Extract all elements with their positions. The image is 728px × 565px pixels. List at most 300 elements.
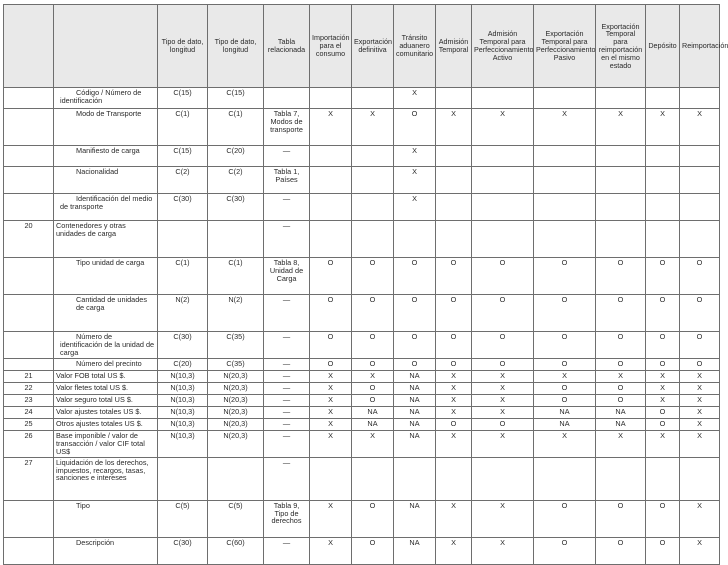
cell-active-processing: O: [472, 359, 534, 371]
cell-datatype-2: [208, 221, 264, 258]
cell-import-consumption: X: [310, 395, 352, 407]
cell-reimportation: O: [680, 359, 720, 371]
cell-active-processing: [472, 221, 534, 258]
cell-warehouse: X: [646, 371, 680, 383]
cell-temporary-export-reimport: [596, 146, 646, 167]
table-row: [4, 194, 720, 221]
cell-temporary-admission: [436, 221, 472, 258]
cell-community-transit: NA: [394, 500, 436, 537]
cell-field: Identificación del medio de transporte: [54, 194, 158, 221]
cell-passive-processing: O: [534, 537, 596, 564]
cell-import-consumption: X: [310, 109, 352, 146]
cell-temporary-admission: X: [436, 383, 472, 395]
cell-temporary-export-reimport: X: [596, 371, 646, 383]
cell-temporary-admission: X: [436, 431, 472, 458]
cell-temporary-export-reimport: O: [596, 359, 646, 371]
cell-number: 26: [4, 431, 54, 458]
cell-temporary-export-reimport: [596, 88, 646, 109]
cell-community-transit: O: [394, 332, 436, 359]
table-body: [4, 88, 720, 565]
cell-temporary-export-reimport: O: [596, 295, 646, 332]
cell-community-transit: [394, 457, 436, 500]
cell-number: [4, 332, 54, 359]
cell-datatype-2: C(35): [208, 359, 264, 371]
cell-export-definitive: O: [352, 500, 394, 537]
cell-field: Otros ajustes totales US $.: [54, 419, 158, 431]
cell-temporary-export-reimport: [596, 457, 646, 500]
table-row: [4, 407, 720, 419]
cell-warehouse: O: [646, 537, 680, 564]
cell-export-definitive: NA: [352, 419, 394, 431]
table-row: [4, 258, 720, 295]
cell-number: [4, 109, 54, 146]
cell-export-definitive: [352, 221, 394, 258]
header-cell-export-definitive: Exportación definitiva: [352, 5, 394, 88]
header-cell-field: [54, 5, 158, 88]
cell-field: Liquidación de los derechos, impuestos, recargos, tasas, sanciones e intereses: [54, 457, 158, 500]
cell-active-processing: X: [472, 383, 534, 395]
cell-export-definitive: NA: [352, 407, 394, 419]
cell-datatype-2: N(2): [208, 295, 264, 332]
cell-temporary-admission: O: [436, 258, 472, 295]
cell-import-consumption: [310, 457, 352, 500]
cell-warehouse: X: [646, 395, 680, 407]
cell-passive-processing: O: [534, 295, 596, 332]
cell-number: 21: [4, 371, 54, 383]
header-cell-reimportation: Reimportación: [680, 5, 720, 88]
cell-related-table: —: [264, 407, 310, 419]
cell-related-table: —: [264, 194, 310, 221]
cell-active-processing: X: [472, 537, 534, 564]
cell-datatype-2: N(20,3): [208, 431, 264, 458]
cell-related-table: —: [264, 221, 310, 258]
cell-field: Valor fletes total US $.: [54, 383, 158, 395]
table-row: [4, 419, 720, 431]
header-cell-temporary-export-reimport: Exportación Temporal para reimportación en el mismo estado: [596, 5, 646, 88]
cell-datatype-1: N(10,3): [158, 383, 208, 395]
cell-import-consumption: O: [310, 332, 352, 359]
cell-import-consumption: X: [310, 419, 352, 431]
cell-number: 24: [4, 407, 54, 419]
cell-warehouse: [646, 221, 680, 258]
cell-community-transit: X: [394, 194, 436, 221]
cell-export-definitive: [352, 457, 394, 500]
cell-export-definitive: O: [352, 359, 394, 371]
cell-import-consumption: O: [310, 258, 352, 295]
cell-active-processing: O: [472, 295, 534, 332]
cell-related-table: —: [264, 332, 310, 359]
cell-temporary-admission: X: [436, 109, 472, 146]
cell-temporary-admission: O: [436, 295, 472, 332]
cell-passive-processing: [534, 221, 596, 258]
cell-reimportation: [680, 194, 720, 221]
cell-temporary-admission: [436, 457, 472, 500]
table-row: [4, 457, 720, 500]
cell-field: Valor FOB total US $.: [54, 371, 158, 383]
cell-passive-processing: X: [534, 431, 596, 458]
cell-export-definitive: [352, 194, 394, 221]
table-row: [4, 88, 720, 109]
customs-data-table: [3, 4, 728, 565]
cell-number: [4, 258, 54, 295]
cell-warehouse: [646, 167, 680, 194]
cell-field: Código / Número de identificación: [54, 88, 158, 109]
cell-related-table: Tabla 7, Modos de transporte: [264, 109, 310, 146]
header-cell-warehouse: Depósito: [646, 5, 680, 88]
cell-temporary-admission: X: [436, 395, 472, 407]
cell-import-consumption: X: [310, 537, 352, 564]
cell-number: [4, 194, 54, 221]
cell-temporary-export-reimport: [596, 167, 646, 194]
header-cell-related-table: Tabla relacionada: [264, 5, 310, 88]
cell-temporary-export-reimport: X: [596, 431, 646, 458]
cell-active-processing: X: [472, 500, 534, 537]
cell-reimportation: X: [680, 371, 720, 383]
cell-field: Número de identificación de la unidad de carga: [54, 332, 158, 359]
cell-datatype-1: C(20): [158, 359, 208, 371]
cell-related-table: —: [264, 457, 310, 500]
cell-number: [4, 537, 54, 564]
cell-warehouse: [646, 146, 680, 167]
cell-reimportation: X: [680, 419, 720, 431]
cell-community-transit: O: [394, 109, 436, 146]
cell-field: Tipo unidad de carga: [54, 258, 158, 295]
cell-passive-processing: O: [534, 332, 596, 359]
cell-warehouse: X: [646, 383, 680, 395]
cell-datatype-2: N(20,3): [208, 419, 264, 431]
cell-import-consumption: [310, 221, 352, 258]
table-row: [4, 109, 720, 146]
table-row: [4, 371, 720, 383]
cell-export-definitive: O: [352, 383, 394, 395]
cell-community-transit: O: [394, 258, 436, 295]
cell-temporary-export-reimport: NA: [596, 407, 646, 419]
table-row: [4, 167, 720, 194]
cell-temporary-export-reimport: [596, 194, 646, 221]
header-cell-datatype-2: Tipo de dato, longitud: [208, 5, 264, 88]
cell-temporary-export-reimport: X: [596, 109, 646, 146]
cell-datatype-1: C(15): [158, 146, 208, 167]
cell-related-table: —: [264, 383, 310, 395]
cell-warehouse: [646, 88, 680, 109]
cell-warehouse: O: [646, 359, 680, 371]
cell-community-transit: O: [394, 295, 436, 332]
cell-export-definitive: [352, 146, 394, 167]
cell-datatype-2: C(35): [208, 332, 264, 359]
cell-datatype-2: N(20,3): [208, 371, 264, 383]
cell-temporary-admission: O: [436, 332, 472, 359]
cell-export-definitive: [352, 167, 394, 194]
header-cell-import-consumption: Importación para el consumo: [310, 5, 352, 88]
cell-field: Número del precinto: [54, 359, 158, 371]
cell-import-consumption: [310, 194, 352, 221]
cell-temporary-export-reimport: [596, 221, 646, 258]
cell-import-consumption: [310, 167, 352, 194]
table-row: [4, 295, 720, 332]
cell-reimportation: [680, 146, 720, 167]
cell-warehouse: X: [646, 109, 680, 146]
table-row: [4, 537, 720, 564]
cell-related-table: —: [264, 371, 310, 383]
cell-community-transit: NA: [394, 407, 436, 419]
cell-datatype-2: C(30): [208, 194, 264, 221]
header-cell-passive-processing: Exportación Temporal para Perfeccionamiento Pasivo: [534, 5, 596, 88]
cell-export-definitive: O: [352, 295, 394, 332]
cell-field: Contenedores y otras unidades de carga: [54, 221, 158, 258]
cell-datatype-2: N(20,3): [208, 395, 264, 407]
cell-reimportation: [680, 167, 720, 194]
cell-passive-processing: [534, 457, 596, 500]
cell-related-table: —: [264, 295, 310, 332]
cell-passive-processing: NA: [534, 419, 596, 431]
cell-datatype-1: C(30): [158, 194, 208, 221]
cell-related-table: —: [264, 395, 310, 407]
cell-community-transit: [394, 221, 436, 258]
cell-datatype-1: N(10,3): [158, 407, 208, 419]
cell-temporary-admission: [436, 88, 472, 109]
cell-warehouse: O: [646, 419, 680, 431]
cell-passive-processing: NA: [534, 407, 596, 419]
cell-datatype-1: C(5): [158, 500, 208, 537]
cell-reimportation: X: [680, 431, 720, 458]
header-cell-active-processing: Admisión Temporal para Perfeccionamiento Activo: [472, 5, 534, 88]
cell-warehouse: [646, 194, 680, 221]
cell-warehouse: O: [646, 295, 680, 332]
cell-datatype-1: N(10,3): [158, 431, 208, 458]
cell-active-processing: X: [472, 371, 534, 383]
header-cell-temporary-admission: Admisión Temporal: [436, 5, 472, 88]
cell-datatype-2: C(1): [208, 258, 264, 295]
cell-community-transit: NA: [394, 537, 436, 564]
cell-datatype-2: C(15): [208, 88, 264, 109]
cell-passive-processing: O: [534, 395, 596, 407]
cell-passive-processing: O: [534, 383, 596, 395]
cell-related-table: [264, 88, 310, 109]
cell-import-consumption: O: [310, 295, 352, 332]
cell-datatype-1: N(10,3): [158, 371, 208, 383]
cell-number: [4, 359, 54, 371]
cell-active-processing: X: [472, 395, 534, 407]
cell-number: [4, 146, 54, 167]
cell-number: [4, 295, 54, 332]
cell-related-table: Tabla 1, Países: [264, 167, 310, 194]
cell-active-processing: X: [472, 407, 534, 419]
cell-warehouse: O: [646, 332, 680, 359]
cell-related-table: —: [264, 431, 310, 458]
cell-temporary-export-reimport: O: [596, 500, 646, 537]
cell-number: [4, 88, 54, 109]
cell-datatype-2: C(1): [208, 109, 264, 146]
cell-temporary-admission: X: [436, 371, 472, 383]
cell-field: Valor ajustes totales US $.: [54, 407, 158, 419]
cell-reimportation: O: [680, 258, 720, 295]
cell-number: 25: [4, 419, 54, 431]
cell-export-definitive: [352, 88, 394, 109]
cell-datatype-1: N(10,3): [158, 395, 208, 407]
cell-temporary-admission: X: [436, 537, 472, 564]
cell-passive-processing: [534, 88, 596, 109]
cell-warehouse: [646, 457, 680, 500]
cell-community-transit: NA: [394, 431, 436, 458]
table-row: [4, 500, 720, 537]
cell-passive-processing: [534, 167, 596, 194]
cell-number: 23: [4, 395, 54, 407]
cell-active-processing: [472, 194, 534, 221]
table-row: [4, 359, 720, 371]
cell-passive-processing: X: [534, 109, 596, 146]
cell-datatype-1: C(30): [158, 537, 208, 564]
cell-passive-processing: [534, 194, 596, 221]
cell-export-definitive: O: [352, 537, 394, 564]
table-row: [4, 431, 720, 458]
cell-passive-processing: O: [534, 500, 596, 537]
cell-datatype-1: C(1): [158, 109, 208, 146]
cell-active-processing: [472, 88, 534, 109]
customs-data-table-page: [3, 4, 728, 565]
cell-reimportation: [680, 457, 720, 500]
cell-datatype-2: [208, 457, 264, 500]
cell-export-definitive: X: [352, 431, 394, 458]
cell-reimportation: X: [680, 407, 720, 419]
cell-export-definitive: X: [352, 109, 394, 146]
cell-datatype-2: C(5): [208, 500, 264, 537]
cell-reimportation: O: [680, 332, 720, 359]
cell-field: Nacionalidad: [54, 167, 158, 194]
cell-field: Descripción: [54, 537, 158, 564]
cell-datatype-1: [158, 221, 208, 258]
cell-reimportation: X: [680, 395, 720, 407]
cell-community-transit: X: [394, 146, 436, 167]
cell-passive-processing: O: [534, 258, 596, 295]
table-row: [4, 221, 720, 258]
cell-number: 20: [4, 221, 54, 258]
cell-export-definitive: X: [352, 371, 394, 383]
cell-temporary-admission: O: [436, 419, 472, 431]
cell-passive-processing: [534, 146, 596, 167]
cell-related-table: Tabla 9, Tipo de derechos: [264, 500, 310, 537]
cell-active-processing: O: [472, 332, 534, 359]
cell-community-transit: X: [394, 88, 436, 109]
cell-datatype-1: [158, 457, 208, 500]
cell-datatype-1: C(2): [158, 167, 208, 194]
cell-import-consumption: [310, 88, 352, 109]
cell-reimportation: X: [680, 109, 720, 146]
cell-community-transit: NA: [394, 371, 436, 383]
cell-temporary-admission: X: [436, 407, 472, 419]
cell-active-processing: [472, 167, 534, 194]
cell-reimportation: X: [680, 537, 720, 564]
cell-import-consumption: X: [310, 500, 352, 537]
cell-field: Base imponible / valor de transacción / valor CIF total US$: [54, 431, 158, 458]
cell-field: Cantidad de unidades de carga: [54, 295, 158, 332]
cell-number: [4, 167, 54, 194]
cell-community-transit: X: [394, 167, 436, 194]
cell-datatype-2: C(60): [208, 537, 264, 564]
cell-field: Valor seguro total US $.: [54, 395, 158, 407]
cell-number: [4, 500, 54, 537]
cell-import-consumption: X: [310, 407, 352, 419]
cell-datatype-2: C(20): [208, 146, 264, 167]
cell-number: 27: [4, 457, 54, 500]
cell-active-processing: X: [472, 431, 534, 458]
cell-temporary-export-reimport: O: [596, 395, 646, 407]
cell-related-table: —: [264, 419, 310, 431]
cell-temporary-export-reimport: O: [596, 383, 646, 395]
table-row: [4, 332, 720, 359]
cell-datatype-1: C(1): [158, 258, 208, 295]
cell-warehouse: X: [646, 431, 680, 458]
cell-reimportation: O: [680, 295, 720, 332]
cell-import-consumption: X: [310, 431, 352, 458]
cell-temporary-export-reimport: O: [596, 332, 646, 359]
cell-field: Tipo: [54, 500, 158, 537]
cell-active-processing: O: [472, 258, 534, 295]
cell-temporary-admission: [436, 167, 472, 194]
cell-reimportation: X: [680, 500, 720, 537]
header-cell-number: [4, 5, 54, 88]
cell-passive-processing: X: [534, 371, 596, 383]
cell-number: 22: [4, 383, 54, 395]
cell-active-processing: X: [472, 109, 534, 146]
cell-datatype-1: C(30): [158, 332, 208, 359]
cell-datatype-2: C(2): [208, 167, 264, 194]
cell-reimportation: [680, 88, 720, 109]
cell-temporary-export-reimport: O: [596, 537, 646, 564]
cell-field: Manifiesto de carga: [54, 146, 158, 167]
cell-temporary-admission: O: [436, 359, 472, 371]
cell-active-processing: [472, 457, 534, 500]
cell-related-table: —: [264, 146, 310, 167]
cell-datatype-2: N(20,3): [208, 407, 264, 419]
cell-active-processing: [472, 146, 534, 167]
cell-community-transit: NA: [394, 395, 436, 407]
cell-temporary-export-reimport: O: [596, 258, 646, 295]
table-header-row: [4, 5, 720, 88]
cell-reimportation: X: [680, 383, 720, 395]
cell-active-processing: O: [472, 419, 534, 431]
cell-datatype-1: N(2): [158, 295, 208, 332]
cell-datatype-1: C(15): [158, 88, 208, 109]
table-row: [4, 395, 720, 407]
cell-export-definitive: O: [352, 395, 394, 407]
cell-warehouse: O: [646, 500, 680, 537]
cell-community-transit: O: [394, 359, 436, 371]
cell-related-table: —: [264, 359, 310, 371]
cell-datatype-2: N(20,3): [208, 383, 264, 395]
cell-temporary-admission: [436, 146, 472, 167]
cell-import-consumption: [310, 146, 352, 167]
cell-warehouse: O: [646, 407, 680, 419]
table-row: [4, 383, 720, 395]
cell-import-consumption: X: [310, 383, 352, 395]
cell-datatype-1: N(10,3): [158, 419, 208, 431]
cell-export-definitive: O: [352, 332, 394, 359]
cell-temporary-admission: [436, 194, 472, 221]
cell-import-consumption: X: [310, 371, 352, 383]
header-cell-datatype-1: Tipo de dato, longitud: [158, 5, 208, 88]
cell-related-table: Tabla 8, Unidad de Carga: [264, 258, 310, 295]
cell-reimportation: [680, 221, 720, 258]
table-row: [4, 146, 720, 167]
cell-community-transit: NA: [394, 419, 436, 431]
cell-warehouse: O: [646, 258, 680, 295]
cell-temporary-admission: X: [436, 500, 472, 537]
cell-export-definitive: O: [352, 258, 394, 295]
cell-temporary-export-reimport: NA: [596, 419, 646, 431]
cell-field: Modo de Transporte: [54, 109, 158, 146]
cell-passive-processing: O: [534, 359, 596, 371]
cell-community-transit: NA: [394, 383, 436, 395]
